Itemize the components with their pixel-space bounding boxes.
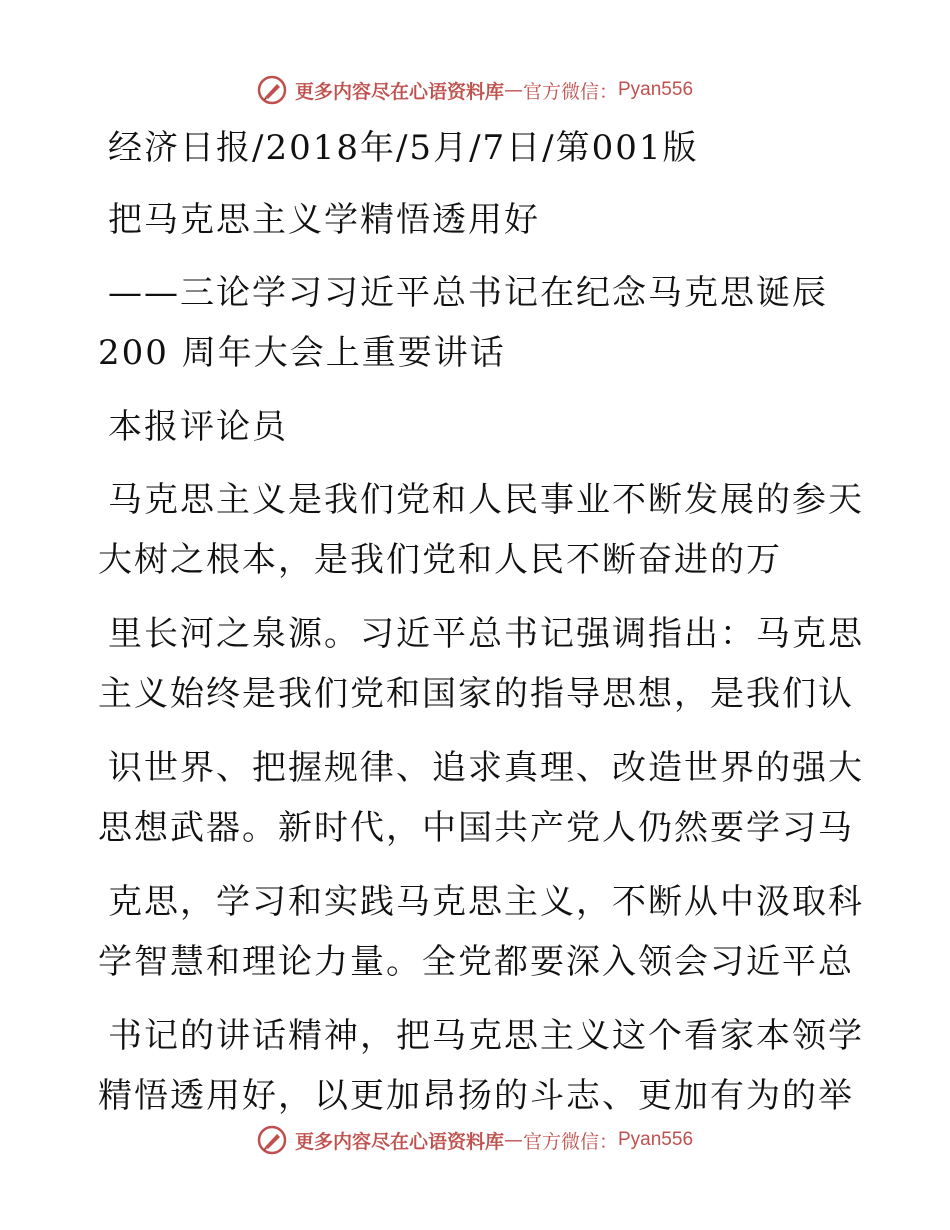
body-line: 马克思主义是我们党和人民事业不断发展的参天 <box>108 480 864 520</box>
document-title: 把马克思主义学精悟透用好 <box>108 200 540 240</box>
pen-logo-icon <box>257 1125 287 1155</box>
body-line: 学智慧和理论力量。全党都要深入领会习近平总 <box>98 942 854 982</box>
body-line: 思想武器。新时代，中国共产党人仍然要学习马 <box>98 808 854 848</box>
header-watermark <box>0 70 950 110</box>
watermark-wechat-label: 官方微信： <box>522 1130 618 1153</box>
body-line: 里长河之泉源。习近平总书记强调指出：马克思 <box>108 614 864 654</box>
body-line: 书记的讲话精神，把马克思主义这个看家本领学 <box>108 1016 864 1056</box>
body-line: 克思，学习和实践马克思主义，不断从中汲取科 <box>108 882 864 922</box>
watermark-site-name: 更多内容尽在心语资料库 <box>294 1130 504 1153</box>
document-author: 本报评论员 <box>108 407 288 447</box>
footer-watermark <box>0 1120 950 1160</box>
document-subtitle-line-1: ——三论学习习近平总书记在纪念马克思诞辰 <box>108 273 828 313</box>
watermark-wechat-id: Pyan556 <box>618 1129 694 1150</box>
watermark-dash: — <box>503 1129 523 1151</box>
body-line: 识世界、把握规律、追求真理、改造世界的强大 <box>108 748 864 788</box>
body-line: 大树之根本，是我们党和人民不断奋进的万 <box>98 540 782 580</box>
watermark-wechat-id: Pyan556 <box>618 79 694 100</box>
document-subtitle-line-2: 200 周年大会上重要讲话 <box>98 333 506 373</box>
watermark-dash: — <box>503 79 523 101</box>
watermark-site-name: 更多内容尽在心语资料库 <box>294 80 504 103</box>
pen-logo-icon <box>257 75 287 105</box>
watermark-wechat-label: 官方微信： <box>522 80 618 103</box>
body-line: 主义始终是我们党和国家的指导思想，是我们认 <box>98 674 854 714</box>
body-line: 精悟透用好，以更加昂扬的斗志、更加有为的举 <box>98 1076 854 1116</box>
document-source: 经济日报/2018年/5月/7日/第001版 <box>108 128 699 168</box>
